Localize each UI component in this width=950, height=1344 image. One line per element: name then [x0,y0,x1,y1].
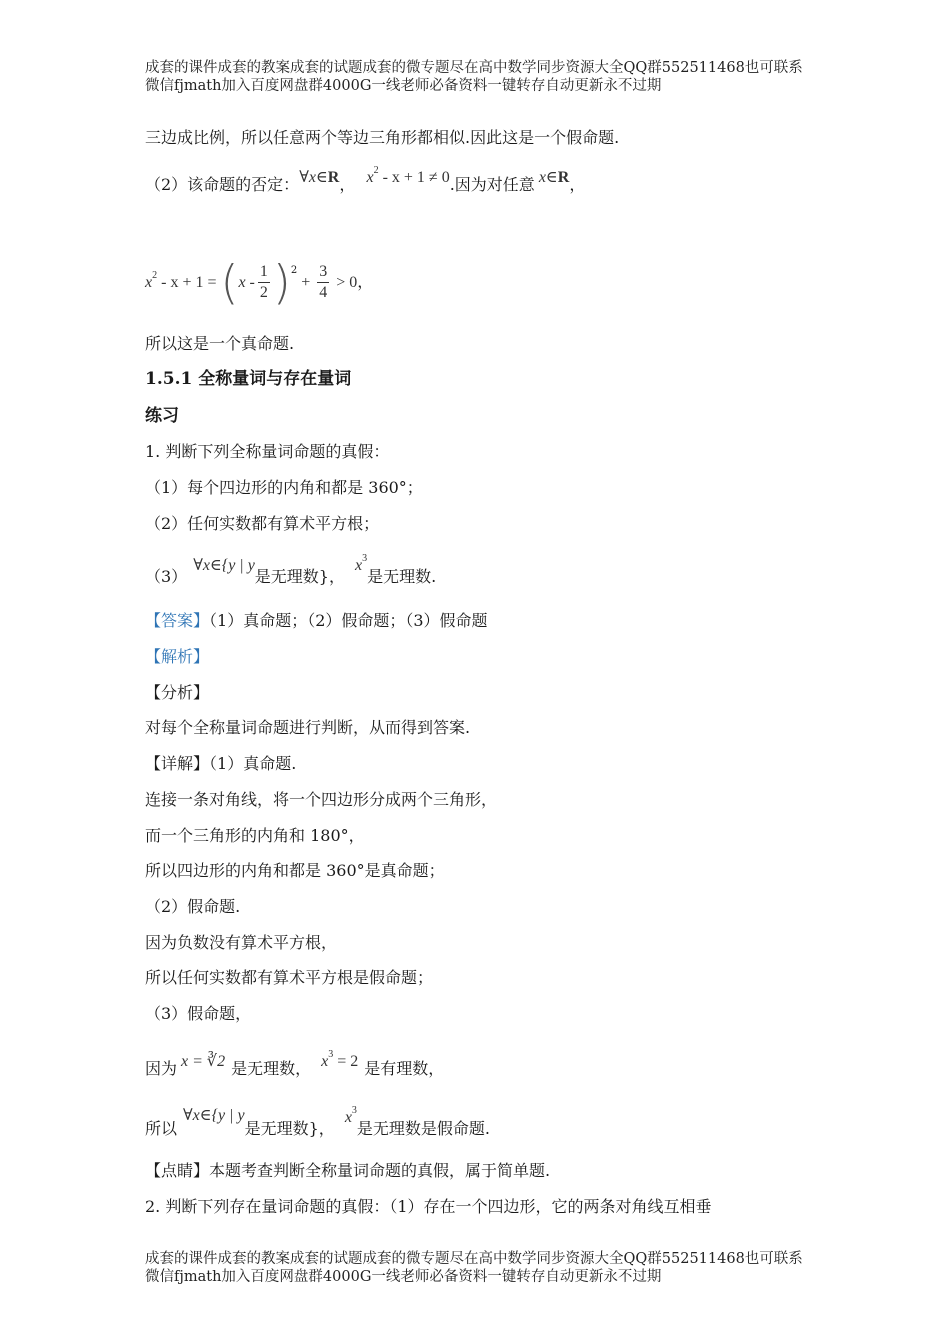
answer-line: 【答案】（1）真命题；（2）假命题；（3）假命题 [145,611,488,630]
negation-mid: .因为对任意 [449,175,535,194]
detail-step-1: 连接一条对角线，将一个四边形分成两个三角形， [145,790,498,809]
cube-root-math: x = ∛2 [181,1053,226,1070]
x-cubed-equals-2-math: $x^3 = 2$ [321,1049,359,1070]
question-1-item-3: （3）∀x∈{y | y是无理数}，$x^3$是无理数. [145,553,437,586]
detail-step-6: 所以任何实数都有算术平方根是假命题； [145,968,434,987]
comment-line: 【点睛】本题考查判断全称量词命题的真假，属于简单题. [145,1161,551,1180]
practice-heading: 练习 [145,406,179,426]
completing-square-formula: $x^2 - x + 1 = (x$ - $\frac{1}{2}$ )$^2$ + $\frac{3}{4}$ > 0， [145,255,374,310]
negation-lead: （2）该命题的否定： [145,175,300,194]
paragraph-negation: （2）该命题的否定：∀x∈R， $x^2 - x + 1 \ne 0$.因为对任意 x∈R， [145,165,586,194]
detail-step-3: 所以四边形的内角和都是 360°是真命题； [145,861,445,880]
paragraph-conclusion-1: 三边成比例，所以任意两个等边三角形都相似.因此这是一个假命题. [145,128,620,147]
question-2: 2. 判断下列存在量词命题的真假：（1）存在一个四边形，它的两条对角线互相垂 [145,1197,712,1216]
detail-step-4: （2）假命题. [145,897,241,916]
x-cubed-math: $x^3$ [354,553,368,574]
x-cubed-math-2: $x^3$ [344,1105,357,1126]
negation-expression: $x^2 - x + 1 \ne 0$ [366,165,450,186]
set-builder-math-2: ∀x∈{y | y [183,1107,245,1124]
detail-line: 【详解】（1）真命题. [145,754,297,773]
detail-step-2: 而一个三角形的内角和 180°， [145,826,365,845]
section-title: 1.5.1 全称量词与存在量词 [145,369,352,389]
fenxi-text: 对每个全称量词命题进行判断，从而得到答案. [145,718,471,737]
paragraph-conclusion-2: 所以这是一个真命题. [145,334,295,353]
fenxi-tag: 【分析】 [145,683,210,702]
detail-step-5: 因为负数没有算术平方根， [145,933,338,952]
question-1-item-1: （1）每个四边形的内角和都是 360°； [145,478,423,497]
analysis-tag: 【解析】 [145,647,210,666]
question-1: 1. 判断下列全称量词命题的真假： [145,442,390,461]
detail-step-9: 所以∀x∈{y | y是无理数}，$x^3$是无理数是假命题. [145,1105,491,1138]
answer-tag: 【答案】 [145,611,210,630]
question-1-item-2: （2）任何实数都有算术平方根； [145,514,380,533]
detail-step-7: （3）假命题， [145,1004,252,1023]
header-notice: 成套的课件成套的教案成套的试题成套的微专题尽在高中数学同步资源大全QQ群552511468也可联系微信fjmath加入百度网盘群4000G一线老师必备资料一键转存自动更新永不过期 [145,60,803,94]
x-in-R: x∈R [538,169,570,186]
footer-notice: 成套的课件成套的教案成套的试题成套的微专题尽在高中数学同步资源大全QQ群552511468也可联系微信fjmath加入百度网盘群4000G一线老师必备资料一键转存自动更新永不过期 [145,1251,803,1285]
forall-x-in-R: ∀x∈R [299,169,340,186]
set-builder-math: ∀x∈{y | y [193,557,255,574]
detail-step-8: 因为 x = ∛2 是无理数， $x^3 = 2$ 是有理数， [145,1049,445,1078]
